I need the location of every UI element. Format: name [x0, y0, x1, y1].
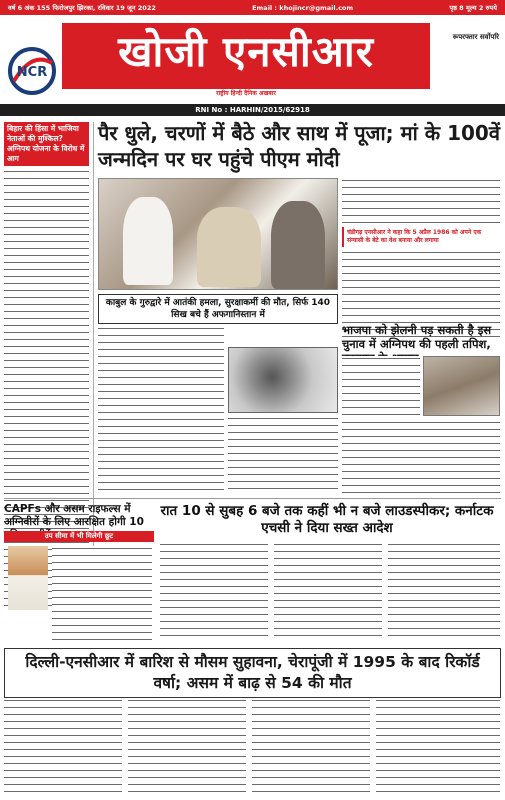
lead-quote: चंडीगढ़ एनसीआर ने कहा कि 5 अप्रैल 1986 को अपने एक संन्यासी के बेटे का वेश बनाया और लगाया — [342, 227, 500, 247]
delhi-body-3 — [252, 698, 370, 796]
karnataka-headline: रात 10 से सुबह 6 बजे तक कहीं भी न बजे लाउडस्पीकर; कर्नाटक एचसी ने दिया सख्त आदेश — [160, 503, 494, 536]
photo-figure-center — [197, 207, 261, 287]
bjp-photo — [423, 356, 500, 416]
tagline: राष्ट्रीय हिन्दी दैनिक अखबार — [216, 90, 276, 97]
bjp-body — [342, 356, 420, 416]
issue-info: वर्ष 6 अंक 155 फिरोजपुर झिरका, रविवार 19 जून 2022 — [8, 4, 156, 12]
kabul-body — [98, 326, 224, 491]
delhi-body-1 — [4, 698, 122, 796]
bjp-headline: भाजपा को झेलनी पड़ सकती है इस चुनाव में अग्निपथ की पहली तपिश, — [342, 323, 492, 351]
delhi-body-2 — [128, 698, 246, 796]
capf-photo — [8, 546, 48, 610]
email-text[interactable]: Email : khojincr@gmail.com — [252, 3, 354, 12]
motto-text: रूपरफ्तार सर्वोपरि — [452, 33, 499, 41]
capf-body — [52, 546, 152, 642]
photo-figure-right — [271, 201, 325, 289]
divider-line — [4, 498, 501, 499]
kabul-body-2 — [228, 416, 338, 491]
rni-number: RNI No : HARHIN/2015/62918 — [0, 104, 505, 116]
karnataka-body — [160, 542, 268, 642]
left-column-heading: बिहार की हिंसा में भाजिया नेताओं की मुश्किल? अग्निपथ योजना के विरोध में आग — [4, 122, 89, 166]
masthead — [0, 15, 505, 103]
left-column-body — [4, 169, 89, 609]
bjp-body-2 — [342, 420, 500, 494]
delhi-body-4 — [376, 698, 500, 796]
lead-photo — [98, 178, 338, 290]
title-box — [62, 23, 430, 89]
ncr-logo — [6, 41, 58, 101]
kabul-headline: काबुल के गुरुद्वारे में आतंकी हमला, सुरक्षाकर्मी की मौत, सिर्फ 140 सिख बचे हैं अफगानिस्तान में — [98, 294, 338, 324]
top-info-bar — [0, 0, 505, 15]
capf-headline: CAPFs और असम राइफल्स में अग्निवीरों के लिए आरक्षित होगी 10 — [4, 503, 144, 528]
capf-strip: उप सीमा में भी मिलेगी छूट — [4, 531, 154, 542]
karnataka-body-2 — [274, 542, 382, 642]
lead-headline: पैर धुले, चरणों में बैठे और साथ में पूजा; मां के 100वें जन्मदिन पर घर पहुंचे पीएम मोदी — [98, 121, 500, 171]
karnataka-body-3 — [388, 542, 500, 642]
photo-figure-left — [123, 197, 173, 285]
price-info: पृष्ठ 8 मूल्य 2 रुपये — [449, 4, 497, 12]
newspaper-title: खोजी एनसीआर — [118, 27, 374, 76]
lead-side-text — [342, 178, 500, 224]
logo-text: NCR — [16, 65, 48, 80]
kabul-photo — [228, 347, 338, 413]
delhi-headline: दिल्ली-एनसीआर में बारिश से मौसम सुहावना, चेरापूंजी में 1995 के बाद रिकॉर्ड वर्षा; असम में बाढ़ से 54 की मौत — [4, 648, 501, 698]
